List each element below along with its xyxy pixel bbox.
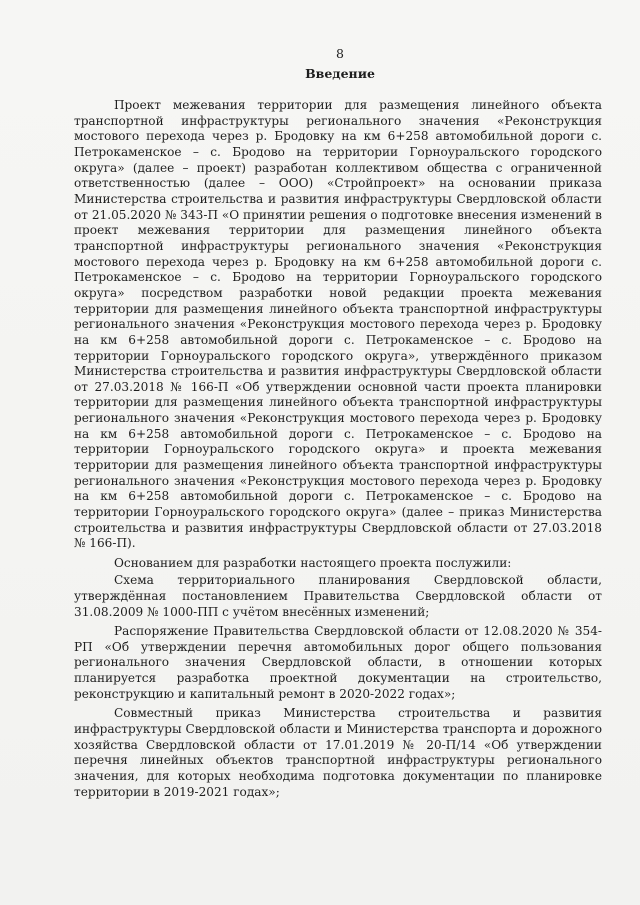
paragraph-basis-intro: Основанием для разработки настоящего проекта послужили: (114, 556, 512, 571)
section-title: Введение (305, 66, 375, 81)
page-number: 8 (336, 46, 344, 61)
paragraph-government-order: Распоряжение Правительства Свердловской области от 12.08.2020 № 354-РП «Об утверждении перечня автомобильных дорог общего пользования регионального значения Свердловской области, в отношении которых планируется разработка проектной документации на строительство, реконструкцию и капитальный ремонт в 2020-2022 годах»; (74, 624, 602, 701)
paragraph-project-description: Проект межевания территории для размещения линейного объекта транспортной инфраструктуры регионального значения «Реконструкция мостового перехода через р. Бродовку на км 6+258 автомобильной дороги с. Петрокаменское – с. Бродово на территории Горноуральского городского округа» (далее – проект) разработан коллективом общества с ограниченной ответственностью (далее – ООО) «Стройпроект» на основании приказа Министерства строительства и развития инфраструктуры Свердловской области от 21.05.2020 № 343-П «О принятии решения о подготовке внесения изменений в проект межевания территории для размещения линейного объекта транспортной инфраструктуры регионального значения «Реконструкция мостового перехода через р. Бродовку на км 6+258 автомобильной дороги с. Петрокаменское – с. Бродово на территории Горноуральского городского округа» посредством разработки новой редакции проекта межевания территории для размещения линейного объекта транспортной инфраструктуры регионального значения «Реконструкция мостового перехода через р. Бродовку на км 6+258 автомобильной дороги с. Петрокаменское – с. Бродово на территории Горноуральского городского округа», утверждённого приказом Министерства строительства и развития инфраструктуры Свердловской области от 27.03.2018 № 166-П «Об утверждении основной части проекта планировки территории для размещения линейного объекта транспортной инфраструктуры регионального значения «Реконструкция мостового перехода через р. Бродовку на км 6+258 автомобильной дороги с. Петрокаменское – с. Бродово на территории Горноуральского городского округа» и проекта межевания территории для размещения линейного объекта транспортной инфраструктуры регионального значения «Реконструкция мостового перехода через р. Бродовку на км 6+258 автомобильной дороги с. Петрокаменское – с. Бродово на территории Горноуральского городского округа» (далее – приказ Министерства строительства и развития инфраструктуры Свердловской области от 27.03.2018 № 166-П). (74, 98, 602, 551)
paragraph-joint-order: Совместный приказ Министерства строительства и развития инфраструктуры Свердловской области и Министерства транспорта и дорожного хозяйства Свердловской области от 17.01.2019 № 20-П/14 «Об утверждении перечня линейных объектов транспортной инфраструктуры регионального значения, для которых необходима подготовка документации по планировке территории в 2019-2021 годах»; (74, 706, 602, 799)
document-body (74, 98, 602, 802)
paragraph-territorial-scheme: Схема территориального планирования Свердловской области, утверждённая постановлением Правительства Свердловской области от 31.08.2009 № 1000-ПП с учётом внесённых изменений; (74, 573, 602, 619)
